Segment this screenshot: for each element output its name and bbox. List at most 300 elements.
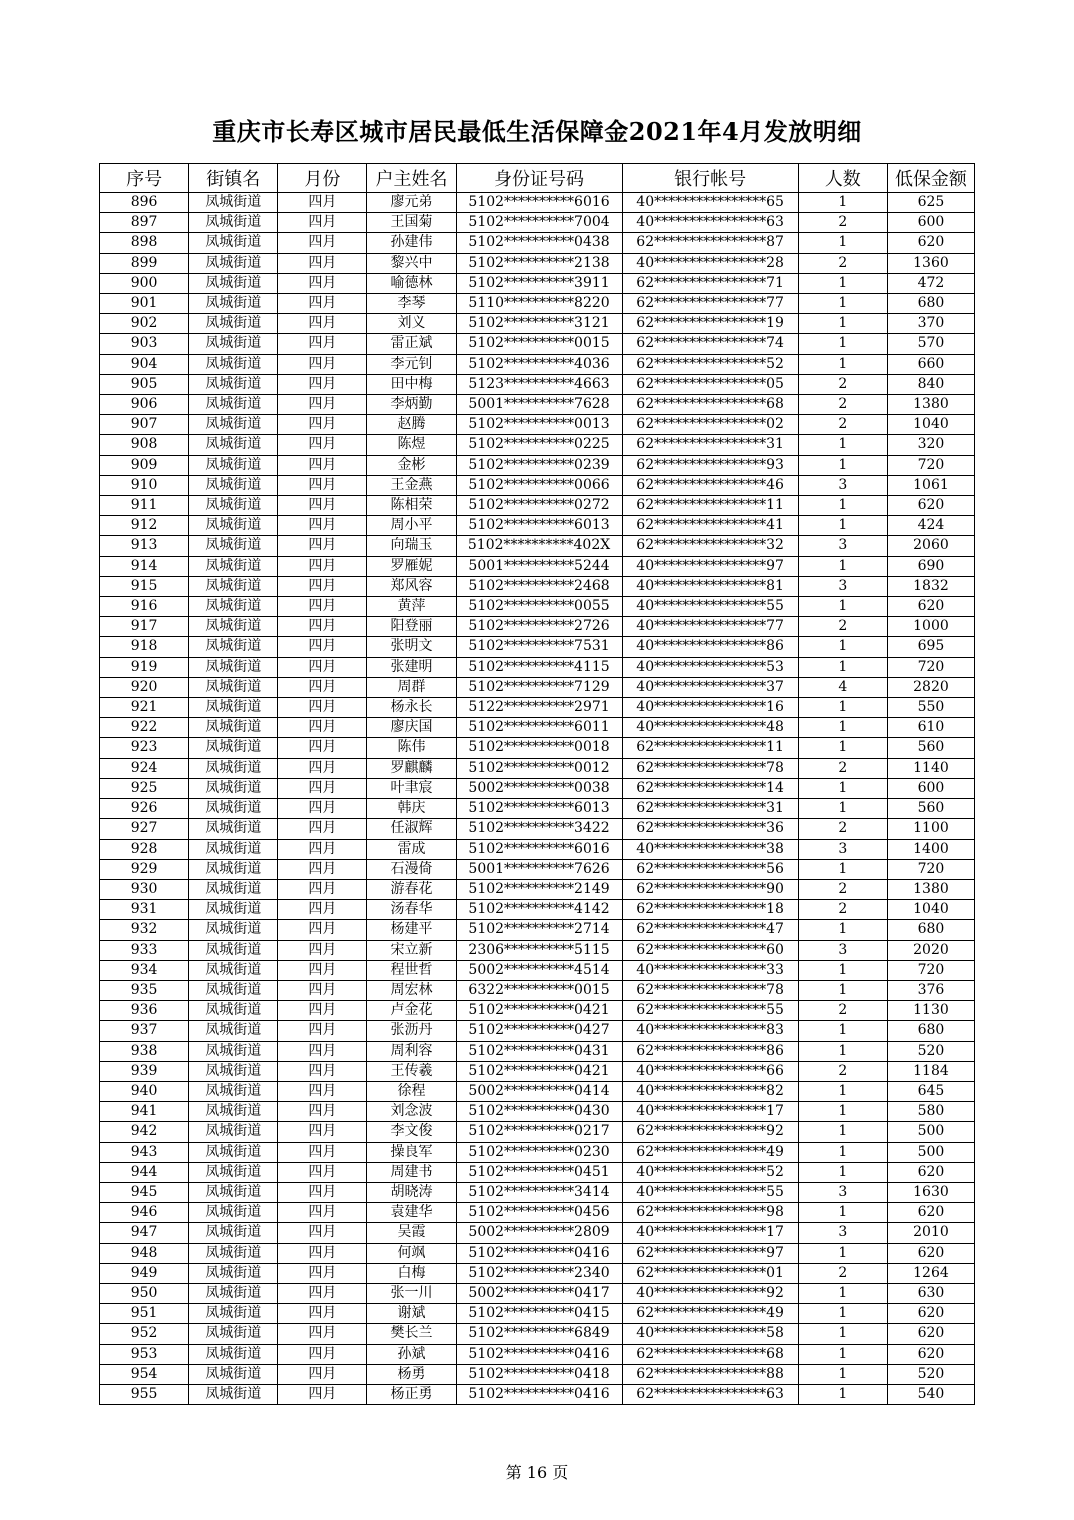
cell-month: 四月 [278, 778, 367, 798]
cell-householder: 李文俊 [367, 1122, 456, 1142]
cell-householder: 叶聿宸 [367, 778, 456, 798]
cell-street: 凤城街道 [189, 1223, 278, 1243]
table-row [100, 1263, 975, 1283]
cell-bank-account: 62****************19 [622, 314, 798, 334]
cell-street: 凤城街道 [189, 1021, 278, 1041]
cell-people-count: 1 [798, 738, 887, 758]
cell-amount: 600 [887, 778, 974, 798]
cell-people-count: 1 [798, 1122, 887, 1142]
cell-amount: 1140 [887, 758, 974, 778]
cell-people-count: 1 [798, 435, 887, 455]
cell-bank-account: 62****************14 [622, 778, 798, 798]
cell-people-count: 1 [798, 496, 887, 516]
cell-bank-account: 40****************63 [622, 213, 798, 233]
cell-street: 凤城街道 [189, 556, 278, 576]
table-row [100, 960, 975, 980]
cell-bank-account: 62****************46 [622, 475, 798, 495]
cell-id-number: 5002**********0417 [456, 1283, 622, 1303]
cell-people-count: 1 [798, 354, 887, 374]
cell-street: 凤城街道 [189, 1122, 278, 1142]
cell-householder: 黄萍 [367, 597, 456, 617]
cell-street: 凤城街道 [189, 1344, 278, 1364]
cell-street: 凤城街道 [189, 1283, 278, 1303]
cell-month: 四月 [278, 516, 367, 536]
cell-amount: 1400 [887, 839, 974, 859]
cell-amount: 1000 [887, 617, 974, 637]
cell-street: 凤城街道 [189, 1061, 278, 1081]
cell-id-number: 5102**********0225 [456, 435, 622, 455]
cell-people-count: 1 [798, 1081, 887, 1101]
cell-month: 四月 [278, 1223, 367, 1243]
table-row [100, 455, 975, 475]
table-row [100, 536, 975, 556]
cell-householder: 石漫倚 [367, 859, 456, 879]
cell-householder: 田中梅 [367, 374, 456, 394]
cell-id-number: 5102**********6016 [456, 193, 622, 213]
cell-people-count: 1 [798, 556, 887, 576]
cell-street: 凤城街道 [189, 879, 278, 899]
cell-index: 950 [100, 1283, 189, 1303]
cell-id-number: 5102**********6016 [456, 839, 622, 859]
cell-id-number: 5102**********2468 [456, 576, 622, 596]
cell-id-number: 5102**********2726 [456, 617, 622, 637]
cell-amount: 1061 [887, 475, 974, 495]
cell-index: 927 [100, 819, 189, 839]
cell-id-number: 5102**********3121 [456, 314, 622, 334]
cell-people-count: 1 [798, 980, 887, 1000]
cell-index: 902 [100, 314, 189, 334]
cell-index: 955 [100, 1384, 189, 1404]
cell-amount: 630 [887, 1283, 974, 1303]
cell-bank-account: 40****************37 [622, 677, 798, 697]
cell-month: 四月 [278, 1162, 367, 1182]
cell-street: 凤城街道 [189, 1182, 278, 1202]
cell-bank-account: 40****************82 [622, 1081, 798, 1101]
cell-amount: 500 [887, 1142, 974, 1162]
cell-month: 四月 [278, 1021, 367, 1041]
table-row [100, 516, 975, 536]
cell-index: 910 [100, 475, 189, 495]
cell-bank-account: 62****************32 [622, 536, 798, 556]
cell-month: 四月 [278, 799, 367, 819]
cell-people-count: 2 [798, 374, 887, 394]
table-row [100, 1001, 975, 1021]
col-header-people-count: 人数 [798, 164, 887, 193]
cell-people-count: 1 [798, 718, 887, 738]
table-row [100, 677, 975, 697]
table-row [100, 597, 975, 617]
cell-bank-account: 62****************41 [622, 516, 798, 536]
cell-amount: 620 [887, 496, 974, 516]
cell-bank-account: 40****************65 [622, 193, 798, 213]
cell-people-count: 3 [798, 576, 887, 596]
cell-month: 四月 [278, 475, 367, 495]
cell-id-number: 5102**********0421 [456, 1061, 622, 1081]
cell-index: 928 [100, 839, 189, 859]
cell-street: 凤城街道 [189, 677, 278, 697]
cell-index: 898 [100, 233, 189, 253]
cell-street: 凤城街道 [189, 435, 278, 455]
cell-amount: 2060 [887, 536, 974, 556]
cell-bank-account: 40****************55 [622, 1182, 798, 1202]
cell-householder: 孙斌 [367, 1344, 456, 1364]
cell-month: 四月 [278, 657, 367, 677]
cell-bank-account: 40****************92 [622, 1283, 798, 1303]
table-row [100, 334, 975, 354]
cell-bank-account: 40****************38 [622, 839, 798, 859]
cell-street: 凤城街道 [189, 799, 278, 819]
cell-index: 947 [100, 1223, 189, 1243]
cell-people-count: 1 [798, 1324, 887, 1344]
table-row [100, 900, 975, 920]
cell-householder: 操良军 [367, 1142, 456, 1162]
cell-amount: 560 [887, 738, 974, 758]
cell-amount: 1184 [887, 1061, 974, 1081]
cell-street: 凤城街道 [189, 1364, 278, 1384]
table-row [100, 637, 975, 657]
cell-index: 948 [100, 1243, 189, 1263]
cell-month: 四月 [278, 354, 367, 374]
cell-amount: 680 [887, 1021, 974, 1041]
cell-bank-account: 62****************11 [622, 496, 798, 516]
cell-id-number: 5002**********2809 [456, 1223, 622, 1243]
cell-amount: 610 [887, 718, 974, 738]
cell-householder: 陈伟 [367, 738, 456, 758]
cell-month: 四月 [278, 455, 367, 475]
table-row [100, 496, 975, 516]
cell-street: 凤城街道 [189, 1203, 278, 1223]
cell-bank-account: 62****************68 [622, 1344, 798, 1364]
cell-bank-account: 40****************66 [622, 1061, 798, 1081]
cell-bank-account: 62****************90 [622, 879, 798, 899]
cell-index: 946 [100, 1203, 189, 1223]
cell-bank-account: 62****************49 [622, 1304, 798, 1324]
cell-amount: 695 [887, 637, 974, 657]
cell-people-count: 1 [798, 1364, 887, 1384]
cell-householder: 樊长兰 [367, 1324, 456, 1344]
cell-month: 四月 [278, 1263, 367, 1283]
cell-id-number: 5102**********0217 [456, 1122, 622, 1142]
cell-street: 凤城街道 [189, 1162, 278, 1182]
cell-id-number: 5102**********0272 [456, 496, 622, 516]
cell-id-number: 5123**********4663 [456, 374, 622, 394]
cell-index: 938 [100, 1041, 189, 1061]
cell-month: 四月 [278, 1324, 367, 1344]
cell-id-number: 5002**********0038 [456, 778, 622, 798]
cell-bank-account: 40****************81 [622, 576, 798, 596]
table-row [100, 940, 975, 960]
col-header-bank-account: 银行帐号 [622, 164, 798, 193]
table-row [100, 374, 975, 394]
cell-bank-account: 62****************36 [622, 819, 798, 839]
cell-street: 凤城街道 [189, 273, 278, 293]
cell-householder: 杨建平 [367, 920, 456, 940]
cell-id-number: 5102**********0066 [456, 475, 622, 495]
table-row [100, 839, 975, 859]
table-row [100, 1364, 975, 1384]
cell-month: 四月 [278, 738, 367, 758]
cell-bank-account: 62****************31 [622, 435, 798, 455]
col-header-street: 街镇名 [189, 164, 278, 193]
cell-people-count: 2 [798, 395, 887, 415]
cell-id-number: 5102**********0418 [456, 1364, 622, 1384]
cell-people-count: 3 [798, 475, 887, 495]
cell-id-number: 5102**********2149 [456, 879, 622, 899]
table-row [100, 1162, 975, 1182]
cell-street: 凤城街道 [189, 395, 278, 415]
cell-index: 937 [100, 1021, 189, 1041]
cell-month: 四月 [278, 496, 367, 516]
col-header-amount: 低保金额 [887, 164, 974, 193]
cell-index: 907 [100, 415, 189, 435]
table-row [100, 1203, 975, 1223]
table-row [100, 799, 975, 819]
cell-people-count: 1 [798, 1283, 887, 1303]
cell-people-count: 1 [798, 859, 887, 879]
table-row [100, 576, 975, 596]
cell-index: 940 [100, 1081, 189, 1101]
table-row [100, 1041, 975, 1061]
cell-street: 凤城街道 [189, 940, 278, 960]
cell-index: 934 [100, 960, 189, 980]
cell-amount: 660 [887, 354, 974, 374]
cell-street: 凤城街道 [189, 475, 278, 495]
cell-month: 四月 [278, 940, 367, 960]
cell-street: 凤城街道 [189, 758, 278, 778]
cell-id-number: 5102**********0416 [456, 1344, 622, 1364]
table-row [100, 859, 975, 879]
table-row [100, 657, 975, 677]
cell-street: 凤城街道 [189, 354, 278, 374]
cell-index: 904 [100, 354, 189, 374]
cell-id-number: 5001**********7626 [456, 859, 622, 879]
cell-month: 四月 [278, 1283, 367, 1303]
table-row [100, 415, 975, 435]
cell-amount: 540 [887, 1384, 974, 1404]
cell-street: 凤城街道 [189, 294, 278, 314]
cell-amount: 840 [887, 374, 974, 394]
cell-householder: 白梅 [367, 1263, 456, 1283]
cell-bank-account: 40****************17 [622, 1102, 798, 1122]
cell-people-count: 1 [798, 920, 887, 940]
cell-bank-account: 62****************74 [622, 334, 798, 354]
cell-index: 924 [100, 758, 189, 778]
cell-month: 四月 [278, 1182, 367, 1202]
cell-amount: 2820 [887, 677, 974, 697]
cell-amount: 1630 [887, 1182, 974, 1202]
cell-id-number: 5102**********6011 [456, 718, 622, 738]
cell-amount: 720 [887, 657, 974, 677]
cell-street: 凤城街道 [189, 960, 278, 980]
cell-index: 896 [100, 193, 189, 213]
cell-index: 913 [100, 536, 189, 556]
cell-id-number: 5102**********0427 [456, 1021, 622, 1041]
cell-householder: 廖庆国 [367, 718, 456, 738]
cell-householder: 胡晓涛 [367, 1182, 456, 1202]
cell-bank-account: 40****************17 [622, 1223, 798, 1243]
cell-month: 四月 [278, 879, 367, 899]
cell-id-number: 5102**********6849 [456, 1324, 622, 1344]
cell-householder: 廖元弟 [367, 193, 456, 213]
cell-householder: 周建书 [367, 1162, 456, 1182]
cell-street: 凤城街道 [189, 778, 278, 798]
table-row [100, 1324, 975, 1344]
cell-amount: 520 [887, 1364, 974, 1384]
cell-bank-account: 62****************71 [622, 273, 798, 293]
cell-index: 931 [100, 900, 189, 920]
cell-month: 四月 [278, 718, 367, 738]
cell-street: 凤城街道 [189, 1384, 278, 1404]
cell-people-count: 1 [798, 314, 887, 334]
cell-month: 四月 [278, 556, 367, 576]
cell-people-count: 2 [798, 1263, 887, 1283]
cell-month: 四月 [278, 536, 367, 556]
cell-street: 凤城街道 [189, 334, 278, 354]
cell-index: 925 [100, 778, 189, 798]
cell-bank-account: 62****************18 [622, 900, 798, 920]
cell-householder: 郑风容 [367, 576, 456, 596]
cell-householder: 周群 [367, 677, 456, 697]
cell-id-number: 5102**********0416 [456, 1243, 622, 1263]
cell-index: 939 [100, 1061, 189, 1081]
cell-people-count: 2 [798, 213, 887, 233]
cell-street: 凤城街道 [189, 1001, 278, 1021]
table-row [100, 294, 975, 314]
cell-street: 凤城街道 [189, 213, 278, 233]
cell-month: 四月 [278, 253, 367, 273]
cell-month: 四月 [278, 637, 367, 657]
cell-street: 凤城街道 [189, 1263, 278, 1283]
cell-month: 四月 [278, 1304, 367, 1324]
cell-amount: 620 [887, 1162, 974, 1182]
cell-street: 凤城街道 [189, 617, 278, 637]
cell-bank-account: 62****************87 [622, 233, 798, 253]
cell-householder: 周宏林 [367, 980, 456, 1000]
cell-index: 935 [100, 980, 189, 1000]
cell-householder: 李琴 [367, 294, 456, 314]
cell-people-count: 2 [798, 1061, 887, 1081]
cell-street: 凤城街道 [189, 455, 278, 475]
cell-street: 凤城街道 [189, 314, 278, 334]
table-row [100, 879, 975, 899]
cell-id-number: 5002**********4514 [456, 960, 622, 980]
cell-street: 凤城街道 [189, 516, 278, 536]
cell-id-number: 5102**********2714 [456, 920, 622, 940]
cell-amount: 690 [887, 556, 974, 576]
cell-index: 929 [100, 859, 189, 879]
cell-id-number: 5102**********2340 [456, 1263, 622, 1283]
table-row [100, 758, 975, 778]
cell-amount: 560 [887, 799, 974, 819]
cell-index: 945 [100, 1182, 189, 1202]
cell-month: 四月 [278, 193, 367, 213]
cell-id-number: 5102**********0239 [456, 455, 622, 475]
cell-amount: 620 [887, 233, 974, 253]
cell-id-number: 5002**********0414 [456, 1081, 622, 1101]
cell-street: 凤城街道 [189, 819, 278, 839]
cell-bank-account: 62****************92 [622, 1122, 798, 1142]
cell-id-number: 5102**********3414 [456, 1182, 622, 1202]
cell-id-number: 5102**********2138 [456, 253, 622, 273]
cell-id-number: 5102**********0451 [456, 1162, 622, 1182]
cell-street: 凤城街道 [189, 920, 278, 940]
cell-index: 926 [100, 799, 189, 819]
cell-householder: 杨勇 [367, 1364, 456, 1384]
cell-street: 凤城街道 [189, 718, 278, 738]
table-row [100, 233, 975, 253]
cell-month: 四月 [278, 1203, 367, 1223]
cell-amount: 1040 [887, 900, 974, 920]
table-row [100, 556, 975, 576]
cell-bank-account: 62****************78 [622, 980, 798, 1000]
cell-month: 四月 [278, 597, 367, 617]
cell-people-count: 3 [798, 1182, 887, 1202]
cell-id-number: 5102**********0438 [456, 233, 622, 253]
cell-amount: 620 [887, 1304, 974, 1324]
cell-amount: 520 [887, 1041, 974, 1061]
cell-id-number: 5102**********0013 [456, 415, 622, 435]
cell-index: 900 [100, 273, 189, 293]
cell-month: 四月 [278, 920, 367, 940]
cell-id-number: 5102**********402X [456, 536, 622, 556]
cell-people-count: 1 [798, 455, 887, 475]
table-row [100, 718, 975, 738]
cell-month: 四月 [278, 1041, 367, 1061]
cell-amount: 620 [887, 1203, 974, 1223]
cell-people-count: 2 [798, 900, 887, 920]
cell-street: 凤城街道 [189, 1041, 278, 1061]
cell-amount: 680 [887, 920, 974, 940]
cell-month: 四月 [278, 1102, 367, 1122]
cell-householder: 李元钊 [367, 354, 456, 374]
cell-bank-account: 40****************48 [622, 718, 798, 738]
cell-people-count: 1 [798, 1304, 887, 1324]
cell-bank-account: 62****************47 [622, 920, 798, 940]
cell-month: 四月 [278, 1001, 367, 1021]
cell-month: 四月 [278, 980, 367, 1000]
cell-bank-account: 62****************02 [622, 415, 798, 435]
cell-people-count: 1 [798, 1162, 887, 1182]
cell-people-count: 1 [798, 799, 887, 819]
cell-people-count: 1 [798, 273, 887, 293]
cell-index: 916 [100, 597, 189, 617]
cell-month: 四月 [278, 960, 367, 980]
cell-people-count: 2 [798, 617, 887, 637]
table-row [100, 698, 975, 718]
page-number: 第 16 页 [505, 1463, 569, 1482]
cell-householder: 雷成 [367, 839, 456, 859]
cell-street: 凤城街道 [189, 1142, 278, 1162]
payment-table [99, 163, 975, 1405]
table-body [100, 193, 975, 1405]
cell-id-number: 5102**********7129 [456, 677, 622, 697]
cell-householder: 杨正勇 [367, 1384, 456, 1404]
table-row [100, 193, 975, 213]
cell-month: 四月 [278, 1384, 367, 1404]
cell-id-number: 5102**********0055 [456, 597, 622, 617]
table-row [100, 819, 975, 839]
cell-id-number: 5102**********4115 [456, 657, 622, 677]
cell-bank-account: 40****************55 [622, 597, 798, 617]
cell-people-count: 1 [798, 698, 887, 718]
cell-bank-account: 62****************86 [622, 1041, 798, 1061]
table-row [100, 980, 975, 1000]
cell-month: 四月 [278, 819, 367, 839]
table-row [100, 1344, 975, 1364]
cell-bank-account: 62****************49 [622, 1142, 798, 1162]
cell-index: 903 [100, 334, 189, 354]
cell-id-number: 5102**********0012 [456, 758, 622, 778]
